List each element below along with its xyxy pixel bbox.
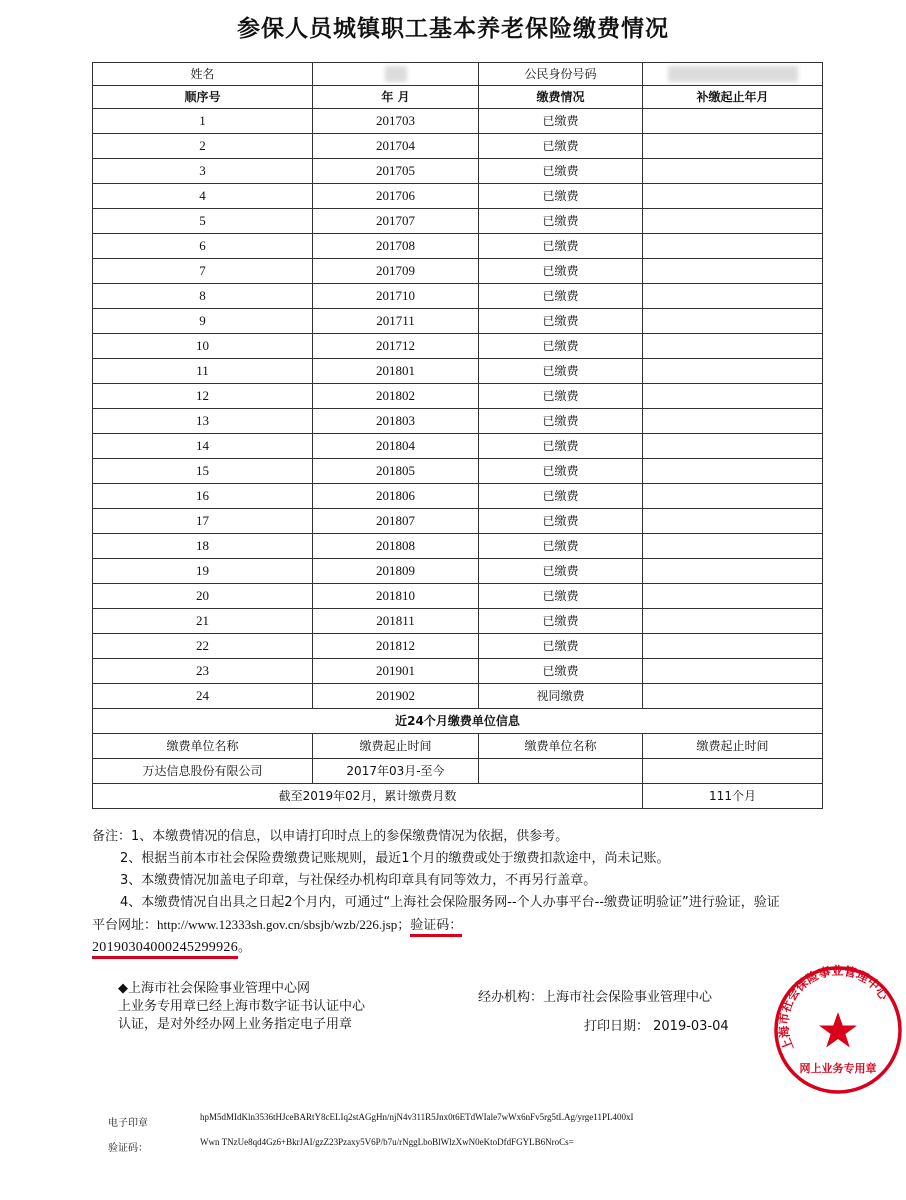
table-row [93, 184, 823, 209]
seal-statement-line-2: 上业务专用章已经上海市数字证书认证中心 [118, 999, 366, 1014]
row-backpay [643, 159, 823, 184]
row-backpay [643, 684, 823, 709]
table-row [93, 284, 823, 309]
row-status: 已缴费 [479, 384, 643, 409]
name-label: 姓名 [93, 63, 313, 86]
row-month: 201710 [313, 284, 479, 309]
table-header-row [93, 86, 823, 109]
summary-label: 截至2019年02月，累计缴费月数 [93, 784, 643, 809]
row-backpay [643, 409, 823, 434]
units-section-title: 近24个月缴费单位信息 [93, 709, 823, 734]
units-header-name-2: 缴费单位名称 [479, 734, 643, 759]
col-header-backpay: 补缴起止年月 [643, 86, 823, 109]
row-seq: 9 [93, 309, 313, 334]
row-month: 201804 [313, 434, 479, 459]
row-month: 201707 [313, 209, 479, 234]
notes-section [92, 826, 792, 959]
seal-statement-line-1: ◆上海市社会保险事业管理中心网 [118, 981, 310, 996]
note-1-text: 备注：1、本缴费情况的信息，以申请打印时点上的参保缴费情况为依据，供参考。 [92, 829, 569, 844]
table-row [93, 309, 823, 334]
row-month: 201709 [313, 259, 479, 284]
row-backpay [643, 234, 823, 259]
row-status: 已缴费 [479, 359, 643, 384]
row-backpay [643, 184, 823, 209]
table-row [93, 684, 823, 709]
row-status: 已缴费 [479, 109, 643, 134]
official-seal-stamp [768, 960, 906, 1100]
row-month: 201810 [313, 584, 479, 609]
row-backpay [643, 209, 823, 234]
col-header-month: 年 月 [313, 86, 479, 109]
seal-bottom-text: 网上业务专用章 [799, 1062, 877, 1075]
row-backpay [643, 584, 823, 609]
row-backpay [643, 609, 823, 634]
table-row [93, 234, 823, 259]
row-backpay [643, 334, 823, 359]
row-seq: 22 [93, 634, 313, 659]
row-backpay [643, 534, 823, 559]
row-month: 201706 [313, 184, 479, 209]
row-month: 201705 [313, 159, 479, 184]
table-row [93, 634, 823, 659]
row-seq: 18 [93, 534, 313, 559]
row-status: 已缴费 [479, 609, 643, 634]
row-seq: 19 [93, 559, 313, 584]
note-2 [92, 848, 792, 870]
row-status: 已缴费 [479, 559, 643, 584]
print-date: 打印日期： 2019-03-04 [584, 1019, 729, 1034]
table-row [93, 434, 823, 459]
table-row [93, 259, 823, 284]
seal-statement-line-3: 认证，是对外经办网上业务指定电子用章 [118, 1017, 353, 1032]
e-seal-code-line-1: hpM5dMIdKln3536tHJceBARtY8cELIq2stAGgHn/njN4v311R5Jnx0t6ETdWIale7wWx6nFv5rg5tLAg/yrge11PL400xI [200, 1112, 634, 1122]
unit-company-name: 万达信息股份有限公司 [93, 759, 313, 784]
table-row [93, 384, 823, 409]
units-row [93, 759, 823, 784]
e-seal-code-line-2: Wwn TNzUe8qd4Gz6+BkrJAI/gzZ23Pzaxy5V6P/b7u/rNggLboBlWlzXwN0eKtoDfdFGYLB6NroCs= [200, 1137, 574, 1147]
row-seq: 2 [93, 134, 313, 159]
table-row [93, 334, 823, 359]
row-month: 201711 [313, 309, 479, 334]
note-3 [92, 870, 792, 892]
e-seal-verify-label: 验证码： [108, 1143, 148, 1154]
table-row [93, 159, 823, 184]
row-status: 已缴费 [479, 334, 643, 359]
row-backpay [643, 484, 823, 509]
units-section-row [93, 709, 823, 734]
col-header-seq: 顺序号 [93, 86, 313, 109]
row-month: 201808 [313, 534, 479, 559]
row-backpay [643, 459, 823, 484]
row-backpay [643, 284, 823, 309]
row-status: 已缴费 [479, 634, 643, 659]
row-seq: 24 [93, 684, 313, 709]
row-seq: 8 [93, 284, 313, 309]
row-status: 已缴费 [479, 434, 643, 459]
row-month: 201704 [313, 134, 479, 159]
e-seal-verification [108, 1108, 898, 1158]
summary-value: 111个月 [643, 784, 823, 809]
row-seq: 23 [93, 659, 313, 684]
row-status: 视同缴费 [479, 684, 643, 709]
row-backpay [643, 634, 823, 659]
row-status: 已缴费 [479, 184, 643, 209]
id-label: 公民身份号码 [479, 63, 643, 86]
verify-code: 20190304000245299926 [92, 940, 238, 959]
info-row [93, 63, 823, 86]
row-seq: 5 [93, 209, 313, 234]
row-seq: 10 [93, 334, 313, 359]
row-month: 201803 [313, 409, 479, 434]
unit-empty-name [479, 759, 643, 784]
note-4-text: 4、本缴费情况自出具之日起2个月内，可通过“上海社会保险服务网--个人办事平台--缴费证明验证”进行验证，验证平台网址： [92, 895, 780, 933]
row-status: 已缴费 [479, 509, 643, 534]
row-seq: 14 [93, 434, 313, 459]
row-status: 已缴费 [479, 134, 643, 159]
row-status: 已缴费 [479, 584, 643, 609]
row-seq: 20 [93, 584, 313, 609]
row-month: 201902 [313, 684, 479, 709]
table-row [93, 609, 823, 634]
payment-table [92, 62, 823, 809]
seal-statement [118, 980, 478, 1034]
row-status: 已缴费 [479, 409, 643, 434]
row-backpay [643, 434, 823, 459]
col-header-status: 缴费情况 [479, 86, 643, 109]
table-row [93, 134, 823, 159]
row-backpay [643, 384, 823, 409]
table-row [93, 109, 823, 134]
unit-period: 2017年03月-至今 [313, 759, 479, 784]
row-status: 已缴费 [479, 284, 643, 309]
row-month: 201901 [313, 659, 479, 684]
row-month: 201812 [313, 634, 479, 659]
row-month: 201805 [313, 459, 479, 484]
row-status: 已缴费 [479, 459, 643, 484]
note-4 [92, 892, 792, 959]
row-status: 已缴费 [479, 309, 643, 334]
table-row [93, 559, 823, 584]
summary-row [93, 784, 823, 809]
row-month: 201811 [313, 609, 479, 634]
note-1 [92, 826, 792, 848]
name-value-redacted [313, 63, 479, 86]
row-month: 201806 [313, 484, 479, 509]
table-row [93, 459, 823, 484]
row-seq: 6 [93, 234, 313, 259]
row-seq: 1 [93, 109, 313, 134]
units-header-row [93, 734, 823, 759]
row-seq: 17 [93, 509, 313, 534]
row-backpay [643, 259, 823, 284]
row-month: 201703 [313, 109, 479, 134]
row-seq: 3 [93, 159, 313, 184]
table-row [93, 359, 823, 384]
table-row [93, 509, 823, 534]
table-row [93, 659, 823, 684]
unit-empty-period [643, 759, 823, 784]
row-status: 已缴费 [479, 484, 643, 509]
row-status: 已缴费 [479, 259, 643, 284]
seal-ring-text: 上海市社会保险事业管理中心 [776, 963, 892, 1053]
table-row [93, 209, 823, 234]
row-month: 201708 [313, 234, 479, 259]
row-backpay [643, 659, 823, 684]
row-seq: 11 [93, 359, 313, 384]
note-3-text: 3、本缴费情况加盖电子印章，与社保经办机构印章具有同等效力，不再另行盖章。 [120, 873, 597, 888]
row-seq: 4 [93, 184, 313, 209]
row-status: 已缴费 [479, 159, 643, 184]
row-seq: 7 [93, 259, 313, 284]
verify-code-label: 验证码： [410, 918, 462, 937]
agency-name: 经办机构：上海市社会保险事业管理中心 [478, 990, 713, 1005]
seal-star-icon [819, 1012, 857, 1048]
row-backpay [643, 509, 823, 534]
note-2-text: 2、根据当前本市社会保险费缴费记账规则，最近1个月的缴费或处于缴费扣款途中，尚未记账。 [120, 851, 670, 866]
row-seq: 16 [93, 484, 313, 509]
units-header-name-1: 缴费单位名称 [93, 734, 313, 759]
note-4-end: 。 [238, 940, 252, 955]
row-status: 已缴费 [479, 209, 643, 234]
row-seq: 21 [93, 609, 313, 634]
verify-url-link[interactable]: http://www.12333sh.gov.cn/sbsjb/wzb/226.jsp； [157, 917, 411, 932]
document-title: 参保人员城镇职工基本养老保险缴费情况 [237, 15, 669, 42]
units-header-period-2: 缴费起止时间 [643, 734, 823, 759]
row-backpay [643, 309, 823, 334]
row-seq: 13 [93, 409, 313, 434]
row-backpay [643, 559, 823, 584]
row-backpay [643, 134, 823, 159]
id-value-redacted [643, 63, 823, 86]
row-month: 201712 [313, 334, 479, 359]
row-status: 已缴费 [479, 234, 643, 259]
row-month: 201801 [313, 359, 479, 384]
table-row [93, 484, 823, 509]
row-month: 201807 [313, 509, 479, 534]
row-status: 已缴费 [479, 534, 643, 559]
table-row [93, 534, 823, 559]
units-header-period-1: 缴费起止时间 [313, 734, 479, 759]
table-row [93, 584, 823, 609]
row-seq: 12 [93, 384, 313, 409]
e-seal-label: 电子印章 [108, 1118, 148, 1129]
row-status: 已缴费 [479, 659, 643, 684]
row-month: 201802 [313, 384, 479, 409]
table-row [93, 409, 823, 434]
row-seq: 15 [93, 459, 313, 484]
row-backpay [643, 109, 823, 134]
row-backpay [643, 359, 823, 384]
row-month: 201809 [313, 559, 479, 584]
